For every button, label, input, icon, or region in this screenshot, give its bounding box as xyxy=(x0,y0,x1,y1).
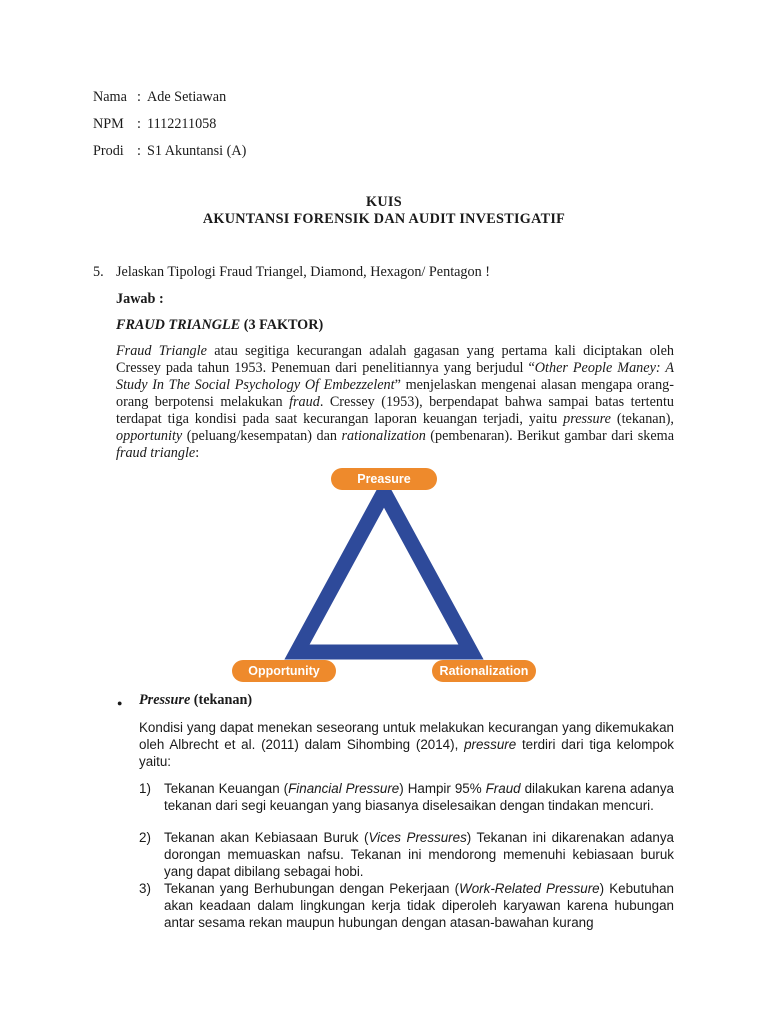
question-number: 5. xyxy=(93,264,104,280)
pill-rationalization: Rationalization xyxy=(432,660,536,682)
question-text: Jelaskan Tipologi Fraud Triangel, Diamond, Hexagon/ Pentagon ! xyxy=(116,264,490,280)
bullet-heading-italic: Pressure xyxy=(139,692,191,708)
section-heading-italic: FRAUD TRIANGLE xyxy=(116,317,241,333)
list-item-2-c: ) Tekanan ini dikarenakan adanya dorongan memuaskan nafsu. Tekanan ini mendorong memenuhi kebiasaan buruk yang dapat dibilang sebagai hobi. xyxy=(164,830,675,879)
intro-term-rationalization: rationalization xyxy=(341,428,426,444)
intro-text-2: ” menjelaskan mengenai alasan mengapa orang-orang berpotensi melakukan xyxy=(116,377,674,410)
intro-text-7: : xyxy=(195,445,200,461)
intro-text-1: atau segitiga kecurangan adalah gagasan yang pertama kali diciptakan oleh Cressey pada tahun 1953. Penemuan dari penelitiannya yang berjudul “ xyxy=(116,343,674,376)
intro-book-title: Other People Maney: A Study In The Social Psychology Of Embezzelent xyxy=(116,360,674,393)
pressure-desc-term: pressure xyxy=(464,737,517,752)
pressure-desc-text-2: terdiri dari tiga kelompok yaitu: xyxy=(139,737,674,769)
list-item-1-c: ) Hampir 95% xyxy=(399,781,486,796)
intro-term-opportunity: opportunity xyxy=(116,428,183,444)
bullet-heading-rest: (tekanan) xyxy=(190,692,253,708)
intro-term-fraud-triangle-2: fraud triangle xyxy=(116,445,196,461)
list-item-2-b: Vices Pressures xyxy=(368,830,467,845)
list-item-2-number: 2) xyxy=(139,830,151,845)
list-item-3-text xyxy=(164,880,674,931)
triangle-shape xyxy=(297,492,471,652)
list-item-1-e: dilakukan karena adanya tekanan dari segi keuangan yang biasanya diselesaikan dengan tindakan mencuri. xyxy=(164,781,674,813)
list-item-1-number: 1) xyxy=(139,781,151,796)
list-item-1-text xyxy=(164,780,674,814)
list-item-1-b: Financial Pressure xyxy=(288,781,400,796)
npm-label: NPM xyxy=(93,116,124,132)
pill-opportunity: Opportunity xyxy=(232,660,336,682)
pressure-description xyxy=(139,719,674,770)
prodi-sep: : xyxy=(137,143,141,159)
list-item-3-c: ) Kebutuhan akan keadaan dalam lingkungan kerja tidak diperoleh karyawan karena hubungan antar sesama rekan maupun hubungan dengan atasan-bawahan kurang xyxy=(164,881,674,930)
section-heading-rest: (3 FAKTOR) xyxy=(240,317,324,333)
intro-term-fraud-triangle: Fraud Triangle xyxy=(116,343,207,359)
list-item-1-d: Fraud xyxy=(485,781,521,796)
name-label: Nama xyxy=(93,89,127,105)
list-item-1-a: Tekanan Keuangan ( xyxy=(164,781,289,796)
intro-term-pressure: pressure xyxy=(563,411,611,427)
pressure-desc-text-1: Kondisi yang dapat menekan seseorang untuk melakukan kecurangan yang dikemukakan oleh Albrecht et al. (2011) dalam Sihombing (2014), xyxy=(139,720,674,752)
intro-text-6: (pembenaran). Berikut gambar dari skema xyxy=(425,428,674,444)
doc-title-kuis: KUIS xyxy=(366,194,402,210)
intro-text-3: . Cressey (1953), berpendapat bahwa sampai batas tertentu terdapat tiga kondisi pada saat kecurangan laporan keuangan terjadi, yaitu xyxy=(116,394,674,427)
list-item-3-b: Work-Related Pressure xyxy=(459,881,600,896)
bullet-dot: ● xyxy=(117,698,123,708)
intro-term-fraud: fraud xyxy=(289,394,320,410)
npm-sep: : xyxy=(137,116,141,132)
intro-text-5: (peluang/kesempatan) dan xyxy=(182,428,342,444)
intro-text-4: (tekanan), xyxy=(610,411,674,427)
list-item-3-number: 3) xyxy=(139,881,151,896)
answer-label: Jawab : xyxy=(116,291,164,307)
npm-value: 1112211058 xyxy=(147,116,217,132)
name-sep: : xyxy=(137,89,141,105)
list-item-2-text xyxy=(164,829,674,880)
pill-pressure: Preasure xyxy=(331,468,437,490)
list-item-3-a: Tekanan yang Berhubungan dengan Pekerjaan ( xyxy=(164,881,460,896)
list-item-2-a: Tekanan akan Kebiasaan Buruk ( xyxy=(164,830,369,845)
bullet-heading xyxy=(139,692,252,709)
name-value: Ade Setiawan xyxy=(147,89,227,105)
doc-title-course: AKUNTANSI FORENSIK DAN AUDIT INVESTIGATIF xyxy=(202,211,566,227)
prodi-label: Prodi xyxy=(93,143,124,159)
prodi-value: S1 Akuntansi (A) xyxy=(147,143,247,159)
